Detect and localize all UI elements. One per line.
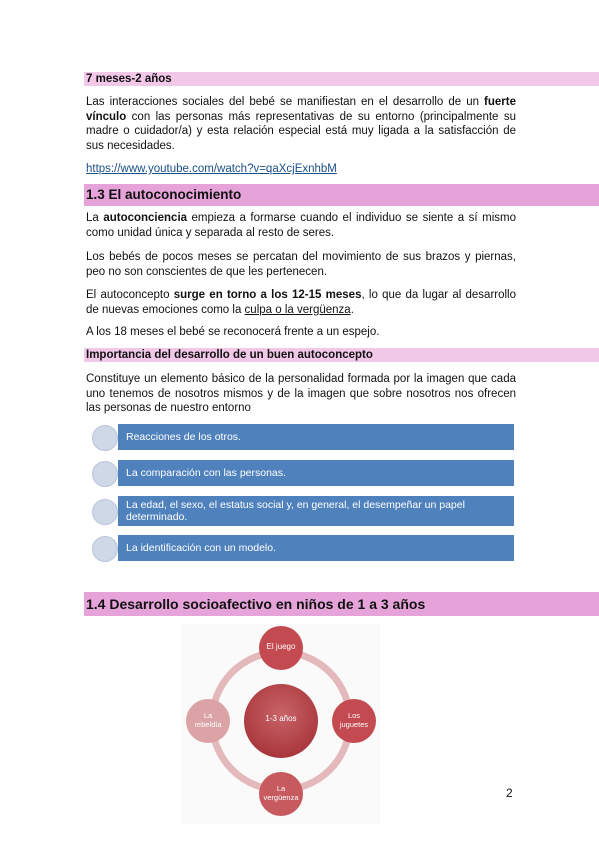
- list-item: [92, 424, 514, 450]
- node-label-bottom: La vergüenza: [263, 784, 299, 802]
- bullet-circle-icon: [92, 536, 118, 562]
- node-label-top: El juego: [266, 642, 296, 651]
- subheading-text: Importancia del desarrollo de un buen autoconcepto: [86, 349, 373, 361]
- text-run: Las interacciones sociales del bebé se manifiestan en el desarrollo de un: [86, 96, 485, 108]
- paragraph-constituye: Constituye un elemento básico de la personalidad formada por la imagen que cada uno tenemos de nosotros mismos y de la imagen que sobre nosotros nos ofrecen las personas de nuestro entorno: [86, 373, 516, 415]
- text-run: con las personas más representativas de su entorno (principalmente su madre o cuidador/a) y esta relación especial está muy ligada a la satisfacción de sus necesidades.: [86, 110, 516, 152]
- section-heading-7-meses: [84, 72, 599, 86]
- text-run: El autoconcepto: [86, 289, 174, 301]
- cycle-diagram: [182, 624, 380, 824]
- list-item: [92, 496, 514, 526]
- list-item-label: Reacciones de los otros.: [118, 424, 514, 450]
- subheading-autoconcepto: [84, 348, 599, 362]
- paragraph-autoconcepto: [86, 288, 516, 317]
- paragraph-espejo: A los 18 meses el bebé se reconocerá frente a un espejo.: [86, 326, 380, 338]
- paragraph-autoconciencia: [86, 211, 516, 240]
- bold-text: surge en torno a los 12-15 meses: [173, 289, 362, 301]
- underlined-text: culpa o la vergüenza: [244, 303, 351, 316]
- section-heading-1-3: [84, 184, 599, 206]
- section-heading-text: 1.3 El autoconocimiento: [86, 187, 242, 202]
- node-label-right: Los juguetes: [339, 711, 369, 729]
- page-number: 2: [506, 786, 513, 800]
- bullet-circle-icon: [92, 499, 118, 525]
- list-item-label: La comparación con las personas.: [118, 460, 514, 486]
- bullet-circle-icon: [92, 425, 118, 451]
- paragraph-bebes: Los bebés de pocos meses se percatan del movimiento de sus brazos y piernas, peo no son conscientes de que les pertenecen.: [86, 251, 516, 278]
- section-heading-text: 7 meses-2 años: [86, 73, 172, 85]
- youtube-link[interactable]: https://www.youtube.com/watch?v=qaXcjExnhbM: [86, 163, 337, 175]
- text-run: empieza a formarse cuando el individuo se siente a sí mismo como unidad única y separada al resto de seres.: [86, 212, 516, 239]
- text-run: .: [350, 303, 354, 316]
- text-run: , lo que da lugar al desarrollo de nuevas emociones como la: [86, 289, 517, 316]
- bold-text: autoconciencia: [103, 212, 188, 224]
- section-heading-text: 1.4 Desarrollo socioafectivo en niños de 1 a 3 años: [86, 596, 426, 612]
- center-label: 1-3 años: [265, 714, 297, 723]
- bullet-circle-icon: [92, 461, 118, 487]
- list-item-label: La edad, el sexo, el estatus social y, en general, el desempeñar un papel determinado.: [118, 496, 514, 526]
- bold-text: fuerte vínculo: [86, 96, 516, 123]
- node-label-left: La rebeldía: [194, 711, 222, 729]
- list-item: [92, 535, 514, 561]
- section-heading-1-4: [84, 592, 599, 616]
- paragraph-vinculo: [86, 95, 516, 153]
- text-run: La: [86, 212, 104, 224]
- list-item: [92, 460, 514, 486]
- list-item-label: La identificación con un modelo.: [118, 535, 514, 561]
